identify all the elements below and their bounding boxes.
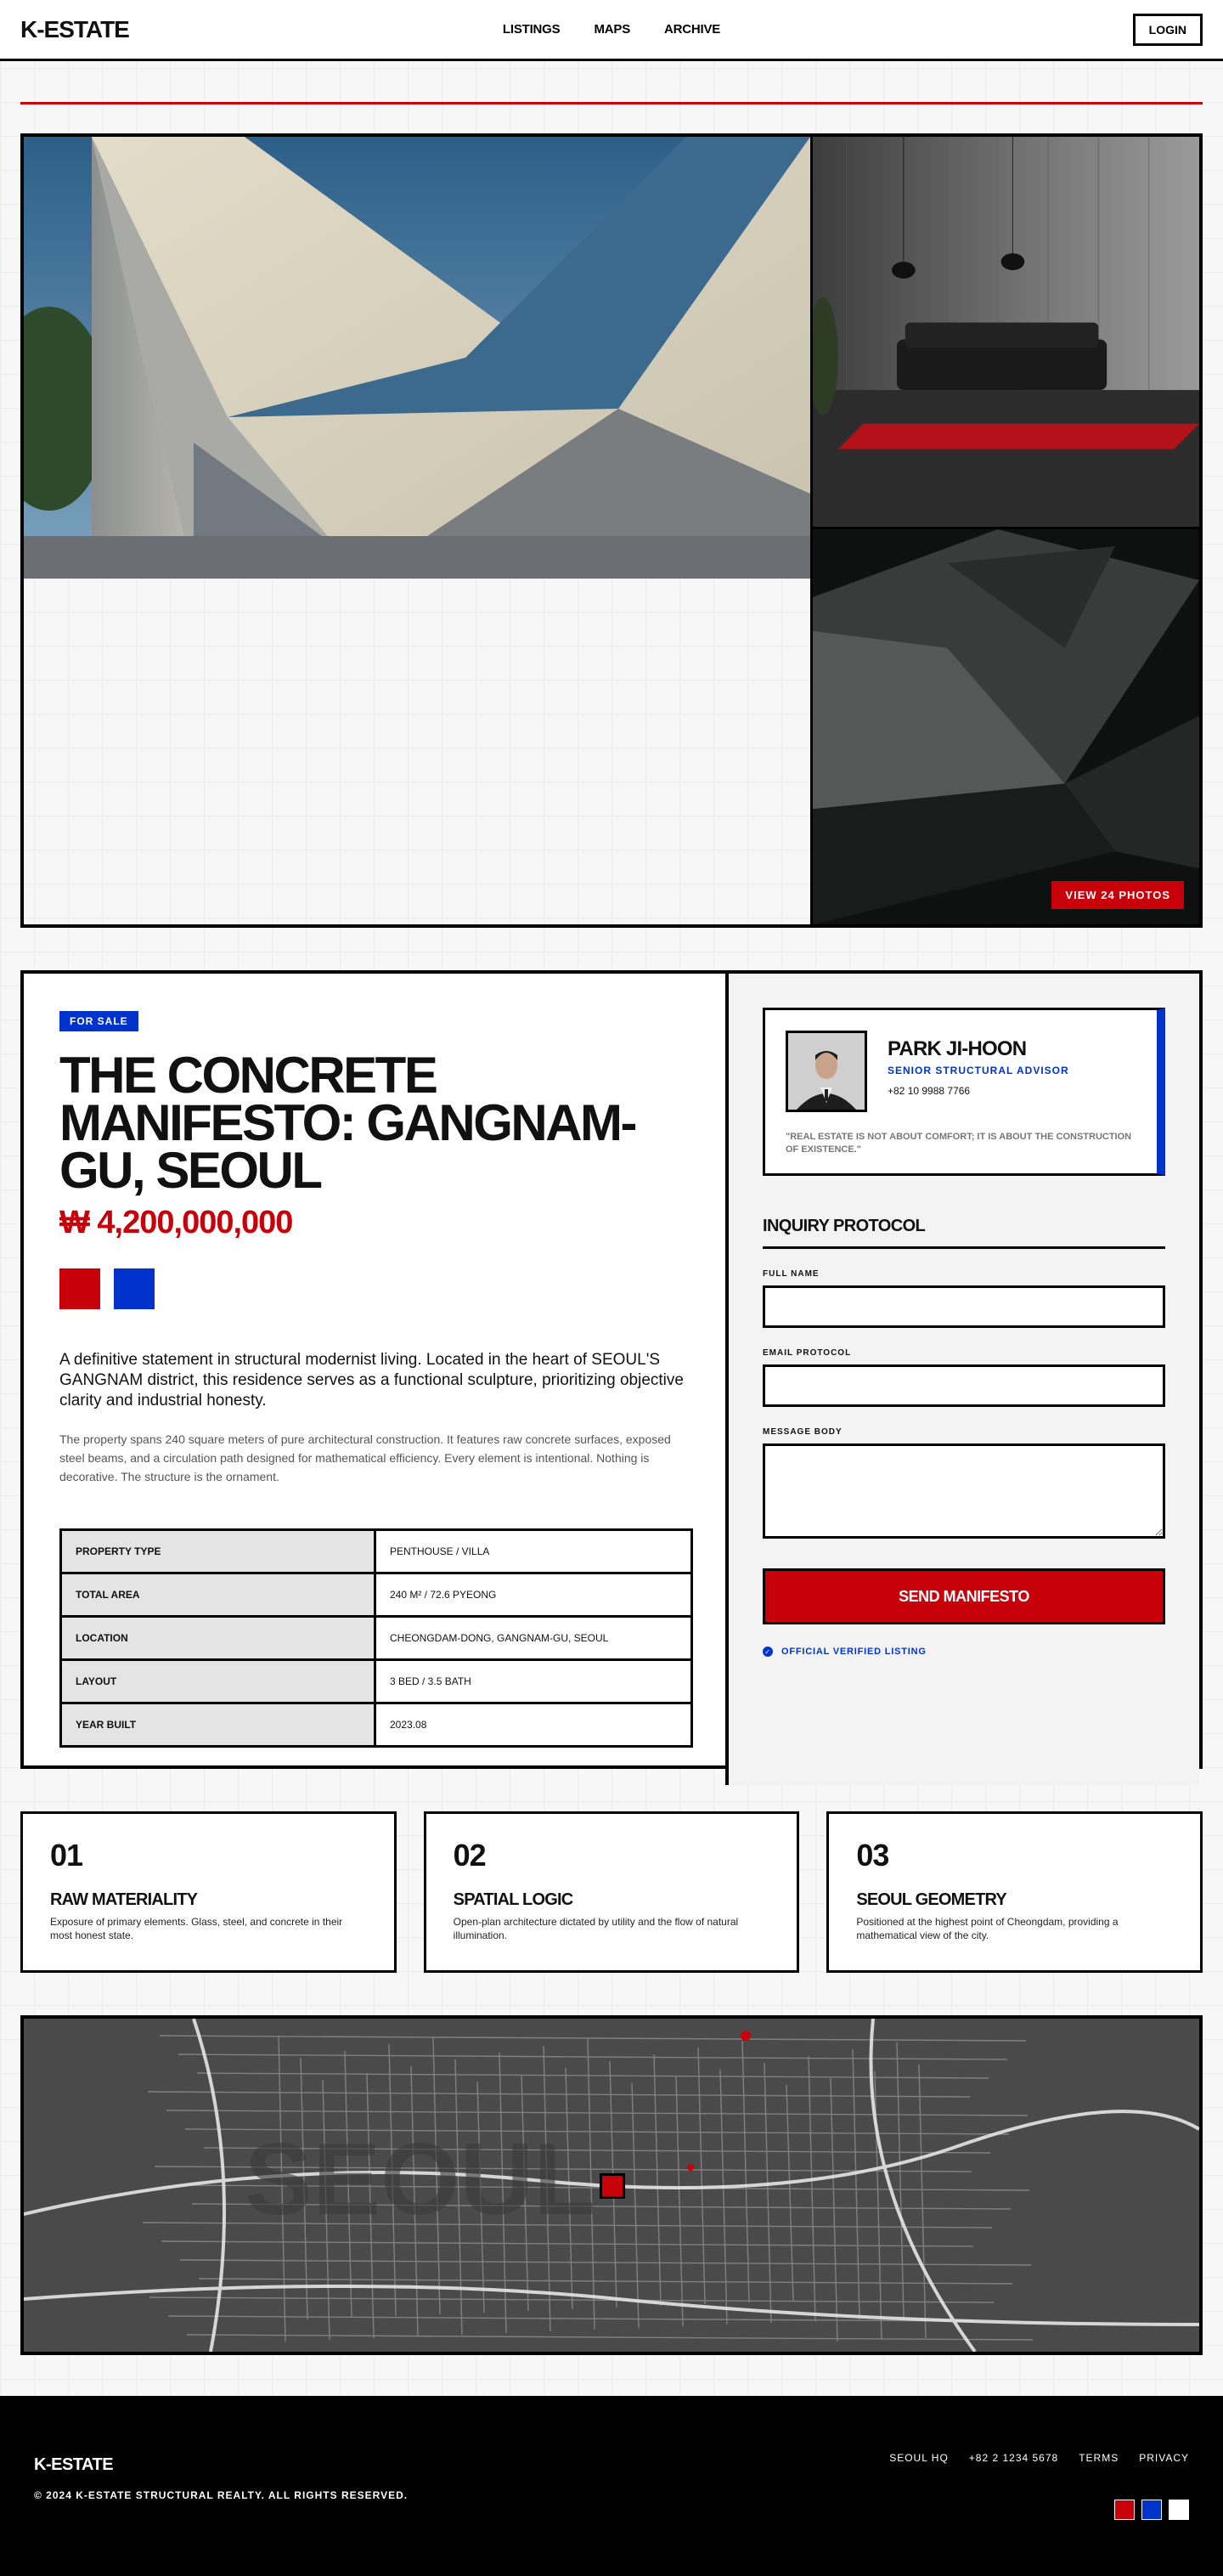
footer-logo[interactable]: K-ESTATE xyxy=(34,2455,114,2474)
verified-label: OFFICIAL VERIFIED LISTING xyxy=(781,1647,927,1657)
gallery-abstract-photo[interactable] xyxy=(810,529,1199,924)
full-name-label: FULL NAME xyxy=(763,1269,820,1279)
feature-description: Open-plan architecture dictated by utility and the flow of natural illumination. xyxy=(453,1916,739,1941)
agent-portrait-icon xyxy=(788,1033,865,1110)
features-section xyxy=(20,1811,1203,1973)
footer-links xyxy=(889,2452,1189,2464)
feature-title: SPATIAL LOGIC xyxy=(453,1890,573,1909)
listing-title: THE CONCRETE MANIFESTO: GANGNAM-GU, SEOUL xyxy=(59,1047,636,1199)
footer-link-phone[interactable]: +82 2 1234 5678 xyxy=(968,2452,1059,2464)
feature-card xyxy=(424,1811,800,1973)
nav-maps[interactable]: MAPS xyxy=(594,22,631,37)
main-nav xyxy=(503,22,720,37)
contact-panel xyxy=(729,974,1199,1785)
site-header xyxy=(0,0,1223,61)
verified-indicator xyxy=(763,1647,1165,1657)
email-field[interactable] xyxy=(763,1364,1165,1407)
site-logo[interactable]: K-ESTATE xyxy=(20,15,129,42)
agent-card xyxy=(763,1008,1165,1176)
full-name-field[interactable] xyxy=(763,1285,1165,1328)
agent-quote: "REAL ESTATE IS NOT ABOUT COMFORT; IT IS ABOUT THE CONSTRUCTION OF EXISTENCE." xyxy=(786,1132,1132,1155)
spec-value: 2023.08 xyxy=(375,1703,692,1747)
agent-name: PARK JI-HOON xyxy=(888,1037,1027,1060)
listing-details xyxy=(20,970,1203,1769)
concrete-facade-image xyxy=(24,137,810,579)
feature-number: 03 xyxy=(856,1838,889,1873)
property-location-marker[interactable] xyxy=(600,2173,625,2199)
login-button[interactable]: LOGIN xyxy=(1133,14,1203,46)
spec-value: 240 M² / 72.6 PYEONG xyxy=(375,1573,692,1617)
living-room-image xyxy=(813,137,1199,527)
white-swatch xyxy=(1169,2500,1189,2520)
spec-value: 3 BED / 3.5 BATH xyxy=(375,1660,692,1703)
agent-phone[interactable]: +82 10 9988 7766 xyxy=(888,1085,971,1097)
agent-role: SENIOR STRUCTURAL ADVISOR xyxy=(888,1065,1069,1076)
photo-gallery xyxy=(20,133,1203,928)
feature-card xyxy=(826,1811,1203,1973)
table-row xyxy=(61,1617,692,1660)
message-field[interactable] xyxy=(763,1443,1165,1539)
site-footer xyxy=(0,2396,1223,2576)
feature-description: Positioned at the highest point of Cheongdam, providing a mathematical view of the city. xyxy=(856,1916,1119,1941)
view-photos-button[interactable]: VIEW 24 PHOTOS xyxy=(1051,881,1184,909)
feature-title: SEOUL GEOMETRY xyxy=(856,1890,1006,1909)
color-swatches xyxy=(59,1268,690,1309)
check-circle-icon: ✓ xyxy=(763,1647,773,1657)
feature-number: 02 xyxy=(453,1838,486,1873)
footer-link-terms[interactable]: TERMS xyxy=(1079,2452,1119,2464)
inquiry-title: INQUIRY PROTOCOL xyxy=(763,1217,1165,1249)
feature-card xyxy=(20,1811,397,1973)
spec-key: LOCATION xyxy=(61,1617,375,1660)
blue-swatch xyxy=(1141,2500,1162,2520)
gallery-main-photo[interactable] xyxy=(24,137,810,924)
spec-table xyxy=(59,1528,693,1748)
gallery-living-room-photo[interactable] xyxy=(810,137,1199,529)
spec-key: TOTAL AREA xyxy=(61,1573,375,1617)
listing-description: The property spans 240 square meters of pure architectural construction. It features raw concrete surfaces, exposed steel beams, and a circulation path designed for mathematical efficiency. Every element is intentional. Nothing is decorative. The structure is the ornament. xyxy=(59,1432,671,1483)
spec-value: CHEONGDAM-DONG, GANGNAM-GU, SEOUL xyxy=(375,1617,692,1660)
spec-key: YEAR BUILT xyxy=(61,1703,375,1747)
feature-number: 01 xyxy=(50,1838,83,1873)
listing-info xyxy=(24,974,729,1785)
status-badge: FOR SALE xyxy=(59,1011,138,1031)
table-row xyxy=(61,1573,692,1617)
listing-price: ₩ 4,200,000,000 xyxy=(59,1205,293,1240)
email-label: EMAIL PROTOCOL xyxy=(763,1348,852,1358)
map-watermark: SEOUL xyxy=(245,2122,596,2236)
location-map[interactable] xyxy=(20,2015,1203,2355)
footer-link-hq[interactable]: SEOUL HQ xyxy=(889,2452,949,2464)
footer-copyright: © 2024 K-ESTATE STRUCTURAL REALTY. ALL RIGHTS RESERVED. xyxy=(34,2489,409,2501)
abstract-geometry-image xyxy=(813,529,1199,924)
red-swatch xyxy=(1114,2500,1135,2520)
avatar xyxy=(786,1031,867,1112)
blue-swatch xyxy=(114,1268,155,1309)
table-row xyxy=(61,1660,692,1703)
footer-link-privacy[interactable]: PRIVACY xyxy=(1139,2452,1189,2464)
table-row xyxy=(61,1530,692,1573)
nav-listings[interactable]: LISTINGS xyxy=(502,22,561,37)
spec-key: PROPERTY TYPE xyxy=(61,1530,375,1573)
feature-description: Exposure of primary elements. Glass, steel, and concrete in their most honest state. xyxy=(50,1916,343,1941)
red-swatch xyxy=(59,1268,100,1309)
agent-meta xyxy=(888,1031,1069,1112)
agent-header xyxy=(786,1031,1136,1112)
nav-archive[interactable]: ARCHIVE xyxy=(664,22,721,37)
send-manifesto-button[interactable]: SEND MANIFESTO xyxy=(763,1568,1165,1624)
accent-divider xyxy=(20,102,1203,105)
footer-swatches xyxy=(1114,2500,1189,2520)
listing-lead: A definitive statement in structural modernist living. Located in the heart of SEOUL'S GANGNAM district, this residence serves as a functional sculpture, prioritizing objective clarity and industrial honesty. xyxy=(59,1351,684,1409)
feature-title: RAW MATERIALITY xyxy=(50,1890,198,1909)
spec-value: PENTHOUSE / VILLA xyxy=(375,1530,692,1573)
spec-key: LAYOUT xyxy=(61,1660,375,1703)
message-label: MESSAGE BODY xyxy=(763,1427,843,1437)
table-row xyxy=(61,1703,692,1747)
